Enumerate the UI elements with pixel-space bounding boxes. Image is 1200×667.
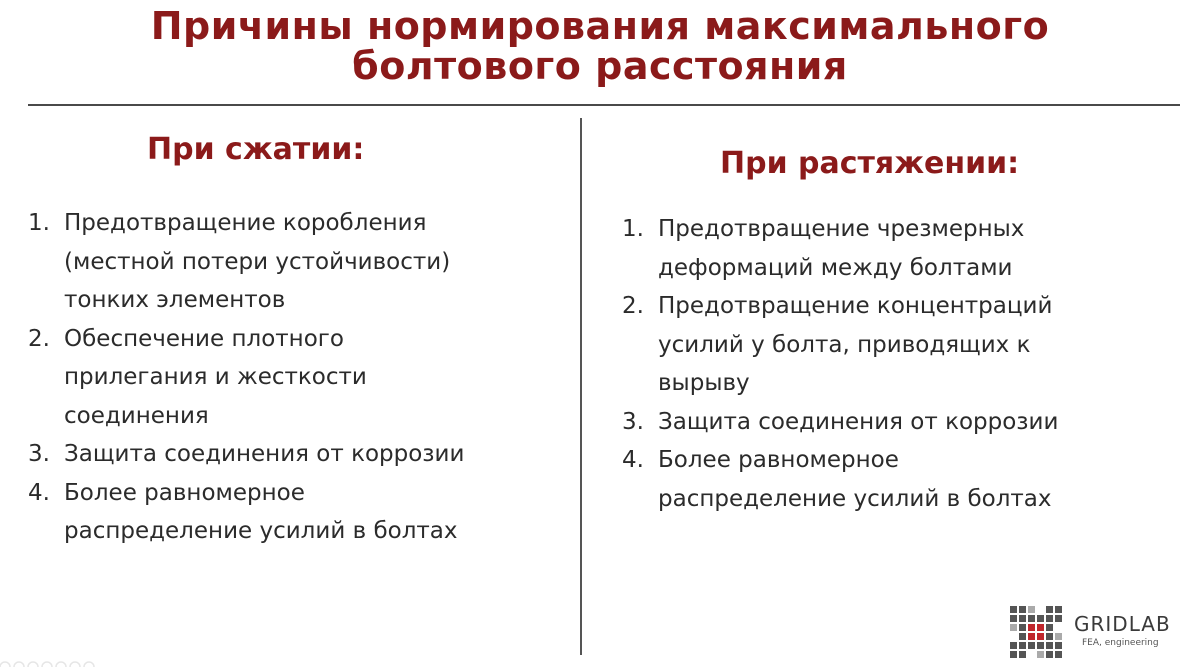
list-line: соединения — [64, 402, 209, 429]
logo-name: GRIDLAB — [1074, 612, 1171, 636]
page-title-line-2: болтового расстояния — [352, 44, 848, 88]
list-item — [622, 441, 1058, 518]
list-line: тонких элементов — [64, 287, 286, 313]
list-number: 1. — [622, 216, 644, 242]
gridlab-x-logo-icon — [1010, 606, 1062, 658]
list-number: 1. — [28, 210, 50, 236]
list-line: Предотвращение чрезмерных — [658, 216, 1025, 242]
list-line: Защита соединения от коррозии — [64, 441, 465, 467]
list-number: 2. — [28, 325, 50, 352]
list-item — [622, 210, 1058, 287]
list-line: прилегания и жесткости — [64, 364, 367, 390]
list-item — [622, 287, 1058, 403]
logo-subtitle: FEA, engineering — [1082, 638, 1159, 648]
list-item — [28, 474, 464, 551]
list-line: Обеспечение плотного — [64, 325, 344, 352]
list-number: 3. — [28, 441, 50, 467]
right-list — [622, 210, 1058, 518]
decorative-dots — [0, 658, 100, 667]
list-line: усилий у болта, приводящих к — [658, 331, 1031, 358]
list-number: 4. — [28, 479, 50, 506]
list-item — [28, 435, 464, 474]
list-number: 4. — [622, 447, 644, 473]
list-item — [28, 204, 464, 320]
list-line: Предотвращение коробления — [64, 210, 427, 236]
list-line: деформаций между болтами — [658, 254, 1013, 281]
list-number: 3. — [622, 408, 644, 435]
list-line: Более равномерное — [64, 479, 305, 506]
column-divider — [580, 118, 582, 655]
list-line: Более равномерное — [658, 447, 899, 473]
list-line: Защита соединения от коррозии — [658, 408, 1059, 435]
list-item — [622, 403, 1058, 442]
right-heading: При растяжении: — [720, 146, 1020, 181]
page-title — [0, 6, 1200, 86]
title-divider — [28, 104, 1180, 106]
left-list — [28, 204, 464, 551]
list-line: распределение усилий в болтах — [64, 518, 458, 544]
page-title-line-1: Причины нормирования максимального — [150, 4, 1050, 48]
list-line: Предотвращение концентраций — [658, 293, 1053, 319]
list-number: 2. — [622, 293, 644, 319]
list-line: вырыву — [658, 370, 750, 396]
left-heading: При сжатии: — [147, 132, 365, 167]
list-item — [28, 320, 464, 436]
gridlab-logo — [1010, 600, 1190, 660]
list-line: распределение усилий в болтах — [658, 485, 1052, 512]
list-line: (местной потери устойчивости) — [64, 248, 451, 275]
